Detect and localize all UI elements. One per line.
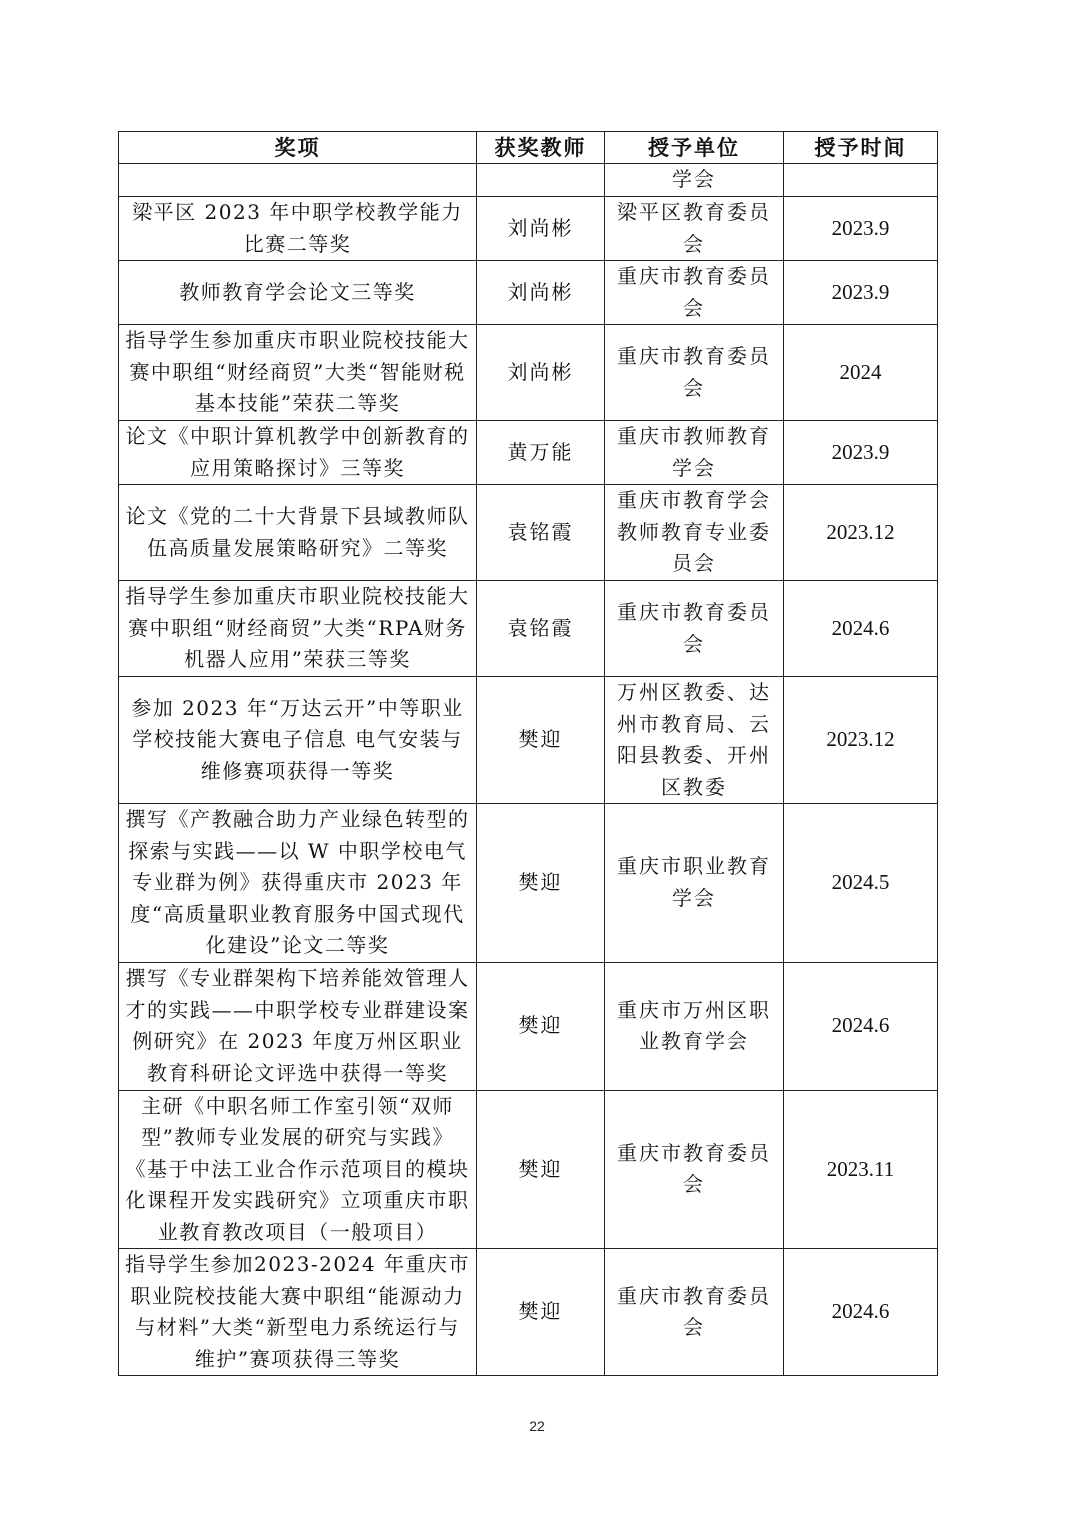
table-row — [119, 1249, 938, 1376]
time-cell: 2024 — [784, 325, 938, 421]
teacher-cell: 刘尚彬 — [477, 325, 605, 421]
table-row — [119, 962, 938, 1090]
table-row — [119, 581, 938, 677]
award-cell: 指导学生参加2023-2024 年重庆市职业院校技能大赛中职组“能源动力与材料”大类“新型电力系统运行与维护”赛项获得三等奖 — [119, 1249, 477, 1376]
awards-table — [118, 131, 938, 1376]
teacher-cell: 刘尚彬 — [477, 261, 605, 325]
table-row — [119, 164, 938, 197]
header-teacher: 获奖教师 — [477, 132, 605, 164]
table-row — [119, 261, 938, 325]
table-row — [119, 421, 938, 485]
award-cell — [119, 164, 477, 197]
time-cell: 2024.5 — [784, 804, 938, 963]
table-row — [119, 325, 938, 421]
teacher-cell: 黄万能 — [477, 421, 605, 485]
table-row — [119, 485, 938, 581]
award-cell: 撰写《产教融合助力产业绿色转型的探索与实践——以 W 中职学校电气专业群为例》获得重庆市 2023 年度“高质量职业教育服务中国式现代化建设”论文二等奖 — [119, 804, 477, 963]
teacher-cell: 樊迎 — [477, 804, 605, 963]
award-cell: 指导学生参加重庆市职业院校技能大赛中职组“财经商贸”大类“智能财税基本技能”荣获二等奖 — [119, 325, 477, 421]
unit-cell: 重庆市教师教育学会 — [605, 421, 784, 485]
unit-cell: 重庆市教育委员会 — [605, 325, 784, 421]
award-cell: 论文《中职计算机教学中创新教育的应用策略探讨》三等奖 — [119, 421, 477, 485]
time-cell: 2024.6 — [784, 581, 938, 677]
unit-cell: 重庆市教育学会教师教育专业委员会 — [605, 485, 784, 581]
teacher-cell: 樊迎 — [477, 1090, 605, 1249]
award-cell: 论文《党的二十大背景下县域教师队伍高质量发展策略研究》二等奖 — [119, 485, 477, 581]
unit-cell: 重庆市万州区职业教育学会 — [605, 962, 784, 1090]
unit-cell: 重庆市教育委员会 — [605, 581, 784, 677]
unit-cell: 重庆市职业教育学会 — [605, 804, 784, 963]
teacher-cell — [477, 164, 605, 197]
time-cell: 2023.9 — [784, 261, 938, 325]
page-number: 22 — [529, 1418, 545, 1434]
time-cell: 2023.9 — [784, 421, 938, 485]
table-header-row — [119, 132, 938, 164]
award-cell: 参加 2023 年“万达云开”中等职业学校技能大赛电子信息 电气安装与维修赛项获得一等奖 — [119, 677, 477, 804]
time-cell: 2023.11 — [784, 1090, 938, 1249]
time-cell: 2024.6 — [784, 962, 938, 1090]
time-cell: 2024.6 — [784, 1249, 938, 1376]
header-award: 奖项 — [119, 132, 477, 164]
teacher-cell: 樊迎 — [477, 962, 605, 1090]
unit-cell: 重庆市教育委员会 — [605, 261, 784, 325]
table-row — [119, 804, 938, 963]
table-row — [119, 197, 938, 261]
time-cell: 2023.12 — [784, 485, 938, 581]
award-cell: 梁平区 2023 年中职学校教学能力比赛二等奖 — [119, 197, 477, 261]
teacher-cell: 樊迎 — [477, 1249, 605, 1376]
teacher-cell: 刘尚彬 — [477, 197, 605, 261]
time-cell — [784, 164, 938, 197]
unit-cell: 万州区教委、达州市教育局、云阳县教委、开州区教委 — [605, 677, 784, 804]
header-time: 授予时间 — [784, 132, 938, 164]
unit-cell: 重庆市教育委员会 — [605, 1249, 784, 1376]
teacher-cell: 袁铭霞 — [477, 485, 605, 581]
unit-cell: 学会 — [605, 164, 784, 197]
award-cell: 教师教育学会论文三等奖 — [119, 261, 477, 325]
table-row — [119, 1090, 938, 1249]
time-cell: 2023.12 — [784, 677, 938, 804]
award-cell: 撰写《专业群架构下培养能效管理人才的实践——中职学校专业群建设案例研究》在 2023 年度万州区职业教育科研论文评选中获得一等奖 — [119, 962, 477, 1090]
award-cell: 指导学生参加重庆市职业院校技能大赛中职组“财经商贸”大类“RPA财务机器人应用”荣获三等奖 — [119, 581, 477, 677]
teacher-cell: 樊迎 — [477, 677, 605, 804]
table-row — [119, 677, 938, 804]
unit-cell: 梁平区教育委员会 — [605, 197, 784, 261]
time-cell: 2023.9 — [784, 197, 938, 261]
teacher-cell: 袁铭霞 — [477, 581, 605, 677]
header-unit: 授予单位 — [605, 132, 784, 164]
unit-cell: 重庆市教育委员会 — [605, 1090, 784, 1249]
award-cell: 主研《中职名师工作室引领“双师型”教师专业发展的研究与实践》《基于中法工业合作示范项目的模块化课程开发实践研究》立项重庆市职业教育教改项目（一般项目） — [119, 1090, 477, 1249]
